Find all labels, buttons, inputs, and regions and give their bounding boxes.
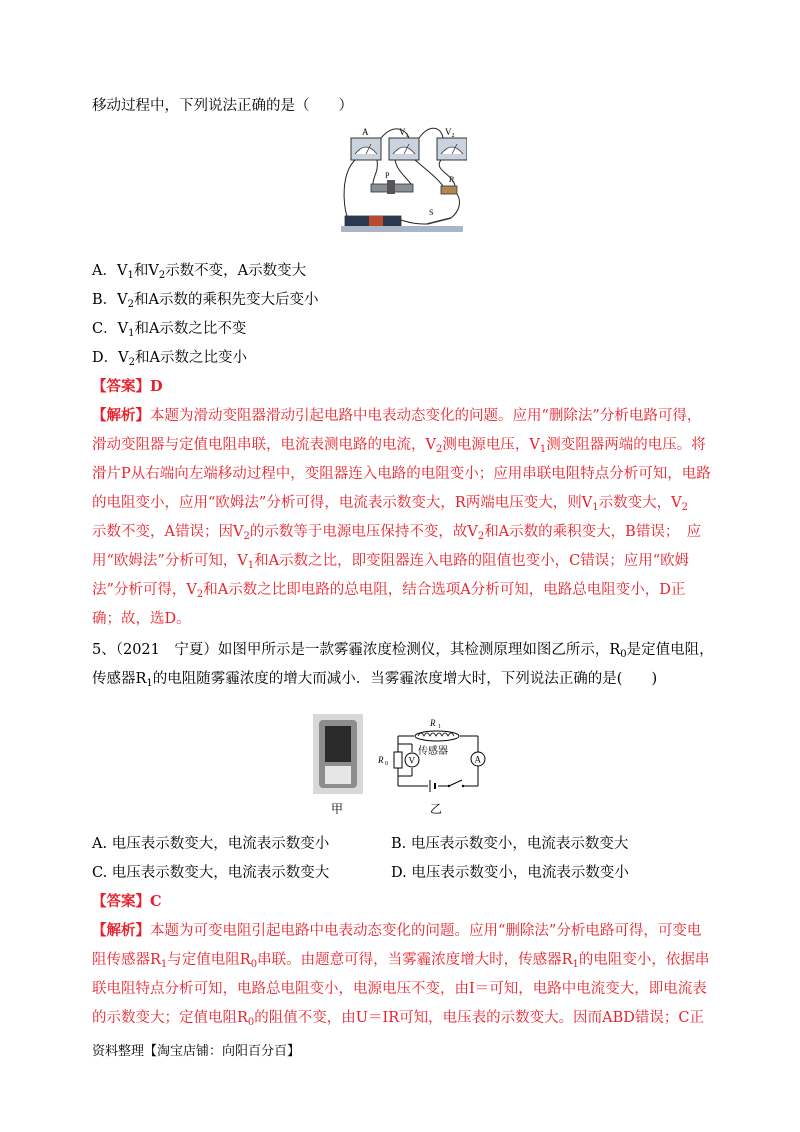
svg-text:S: S xyxy=(429,208,434,217)
q5-analysis-line-3: 联电阻特点分析可知，电路总电阻变小，电源电压不变，由I＝可知，电路中电流变大，即电流表 xyxy=(92,981,707,997)
q4-option-b: B．$V_2$和A示数的乘积先变大后变小 xyxy=(92,292,319,310)
svg-text:A: A xyxy=(474,754,481,765)
q4-option-d: D．$V_2$和A示数之比变小 xyxy=(92,350,247,368)
fig-yi-caption: 乙 xyxy=(430,802,443,816)
q5-analysis-line-4: 的示数变大；定值电阻$R_0$的阻值不变，由U＝IR可知，电压表的示数变大。因而ABD错误；C正 xyxy=(92,1010,705,1028)
q5-option-d: D. 电压表示数变小，电流表示数变小 xyxy=(391,865,629,881)
q5-circuit-diagram xyxy=(376,714,496,794)
svg-text:P: P xyxy=(385,171,390,180)
svg-text:V2: $V_2$ xyxy=(445,127,455,139)
q4-analysis-line-5: 示数不变，A错误；因$V_2$的示数等于电源电压保持不变，故$V_2$和A示数的乘积变大，B错误； 应 xyxy=(92,524,702,542)
svg-text:V: V xyxy=(408,755,415,766)
svg-text:1: 1 xyxy=(438,724,441,730)
svg-text:传感器: 传感器 xyxy=(418,746,448,757)
q4-option-c: C．$V_1$和A示数之比不变 xyxy=(92,321,247,339)
q5-stem-line-1: 5、（2021 宁夏）如图甲所示是一款雾霾浓度检测仪，其检测原理如图乙所示，$R_0$是定值电阻， xyxy=(92,642,714,660)
q5-analysis-line-2: 阻传感器$R_1$与定值电阻$R_0$串联。由题意可得，当雾霾浓度增大时，传感器$R_1$的电阻变小，依据串 xyxy=(92,952,710,970)
q4-circuit-figure xyxy=(333,124,467,234)
q5-analysis-line-1: 【解析】本题为可变电阻引起电路中电表动态变化的问题。应用“删除法”分析电路可得，可变电 xyxy=(92,922,702,939)
q5-answer: 【答案】C xyxy=(92,893,162,910)
page-footer: 资料整理【淘宝店铺：向阳百分百】 xyxy=(92,1044,301,1059)
svg-text:V1: $V_1$ xyxy=(399,127,409,139)
q4-analysis-line-7: 法”分析可得，$V_2$和A示数之比即电路的总电阻，结合选项A分析可知，电路总电阻变小，D正 xyxy=(92,582,686,600)
svg-text:R: R xyxy=(449,175,454,184)
q5-option-c: C. 电压表示数变大，电流表示数变大 xyxy=(92,865,330,881)
q4-analysis-line-1: 【解析】本题为滑动变阻器滑动引起电路中电表动态变化的问题。应用“删除法”分析电路可得， xyxy=(92,407,702,424)
q4-option-a: A．$V_1$和$V_2$示数不变，A示数变大 xyxy=(92,263,307,281)
q5-option-b: B. 电压表示数变小，电流表示数变大 xyxy=(391,836,629,852)
svg-text:0: 0 xyxy=(385,761,388,767)
q5-device-photo xyxy=(313,714,363,794)
q4-analysis-line-8: 确；故，选D。 xyxy=(92,611,191,627)
q4-answer: 【答案】D xyxy=(92,378,163,395)
q4-analysis-line-3: 滑片P从右端向左端移动过程中，变阻器连入电路的电阻变小；应用串联电阻特点分析可知，电路 xyxy=(92,466,711,482)
fig-jia-caption: 甲 xyxy=(331,802,344,816)
q5-option-a: A. 电压表示数变大，电流表示数变小 xyxy=(92,836,330,852)
q4-stem: 移动过程中，下列说法正确的是（ ） xyxy=(92,98,353,114)
svg-text:R: R xyxy=(378,755,384,765)
q5-stem-line-2: 传感器$R_1$的电阻随雾霾浓度的增大而减小．当雾霾浓度增大时，下列说法正确的是( ) xyxy=(92,671,658,689)
svg-text:R: R xyxy=(430,718,436,728)
q4-analysis-line-6: 用“欧姆法”分析可知，$V_1$和A示数之比，即变阻器连入电路的阻值也变小，C错误；应用“欧姆 xyxy=(92,553,690,571)
q4-analysis-line-2: 滑动变阻器与定值电阻串联，电流表测电路的电流，$V_2$测电源电压，$V_1$测变阻器两端的电压。将 xyxy=(92,437,706,455)
q4-analysis-line-4: 的电阻变小，应用“欧姆法”分析可得，电流表示数变大，R两端电压变大，则$V_1$示数变大，$V_2$ xyxy=(92,495,688,513)
svg-text:A: A xyxy=(362,127,369,137)
